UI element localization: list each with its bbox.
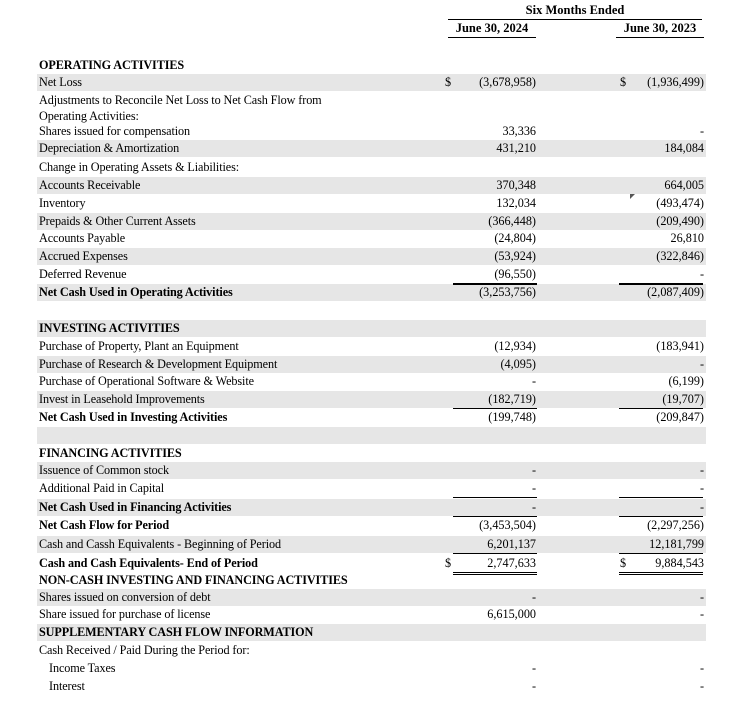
period-header: Six Months Ended [525, 3, 625, 17]
value-2024: (182,719) [488, 392, 536, 406]
table-row [37, 499, 706, 516]
value-2024: (199,748) [488, 410, 536, 424]
value-2024: 33,336 [502, 124, 536, 138]
row-label: Net Cash Used in Operating Activities [39, 285, 233, 299]
table-row [37, 57, 706, 74]
row-label: Accounts Receivable [39, 178, 141, 192]
total-rule [619, 553, 703, 554]
row-label: Cash Received / Paid During the Period for: [39, 643, 250, 657]
row-label: Adjustments to Reconcile Net Loss to Net Cash Flow from [39, 93, 322, 107]
table-row [37, 74, 706, 91]
row-label: Net Cash Flow for Period [39, 518, 170, 532]
value-2023: (2,087,409) [647, 285, 704, 299]
value-2024: 431,210 [496, 141, 536, 155]
row-label: Interest [49, 679, 85, 693]
value-2023: - [699, 590, 704, 604]
table-row [37, 606, 706, 623]
row-label: Accrued Expenses [39, 249, 128, 263]
value-2024: (12,934) [494, 339, 536, 353]
table-row [37, 92, 706, 109]
value-2024: - [531, 590, 536, 604]
value-2023: (19,707) [662, 392, 704, 406]
table-row [37, 123, 706, 140]
table-row [37, 356, 706, 373]
row-label: Purchase of Operational Software & Website [39, 374, 254, 388]
table-row [37, 195, 706, 212]
total-rule [619, 574, 703, 575]
table-row [37, 284, 706, 301]
value-2024: (53,924) [494, 249, 536, 263]
value-2023: - [699, 267, 704, 281]
value-2024: 2,747,633 [487, 556, 536, 570]
table-row [37, 555, 706, 572]
value-2023: - [699, 679, 704, 693]
row-label: Additional Paid in Capital [39, 481, 165, 495]
row-label: NON-CASH INVESTING AND FINANCING ACTIVITIES [39, 573, 348, 587]
row-label: Accounts Payable [39, 231, 126, 245]
row-label: Shares issued for compensation [39, 124, 191, 138]
table-row [37, 427, 706, 444]
total-rule [453, 408, 537, 409]
total-rule [619, 497, 703, 498]
total-rule [453, 553, 537, 554]
row-label: Cash and Cash Equivalents- End of Period [39, 556, 258, 570]
value-2023: (209,847) [656, 410, 704, 424]
value-2023: - [699, 124, 704, 138]
row-label: Net Cash Used in Financing Activities [39, 500, 232, 514]
table-row [37, 517, 706, 534]
row-label: Operating Activities: [39, 109, 139, 123]
value-2023: (2,297,256) [647, 518, 704, 532]
value-2024: 6,615,000 [487, 607, 536, 621]
row-label: Inventory [39, 196, 86, 210]
currency-symbol: $ [620, 556, 627, 570]
value-2023: 664,005 [664, 178, 704, 192]
value-2024: - [531, 679, 536, 693]
total-rule [619, 408, 703, 409]
value-2024: (96,550) [494, 267, 536, 281]
row-label: FINANCING ACTIVITIES [39, 446, 182, 460]
total-rule [453, 497, 537, 498]
row-label: Prepaids & Other Current Assets [39, 214, 196, 228]
table-row [37, 391, 706, 408]
value-2023: - [699, 481, 704, 495]
value-2024: (3,253,756) [479, 285, 536, 299]
value-2024: (366,448) [488, 214, 536, 228]
value-2024: (24,804) [494, 231, 536, 245]
table-row [37, 373, 706, 390]
total-rule [453, 516, 537, 517]
row-label: Depreciation & Amortization [39, 141, 180, 155]
table-row [37, 338, 706, 355]
currency-symbol: $ [445, 556, 452, 570]
value-2024: (3,453,504) [479, 518, 536, 532]
table-row [37, 320, 706, 337]
column-header-2024: June 30, 2024 [455, 21, 529, 35]
value-2023: - [699, 357, 704, 371]
row-label: Income Taxes [49, 661, 116, 675]
value-2024: - [531, 500, 536, 514]
value-2023: 12,181,799 [649, 537, 704, 551]
row-label: OPERATING ACTIVITIES [39, 58, 185, 72]
value-2023: - [699, 661, 704, 675]
value-2023: (183,941) [656, 339, 704, 353]
table-row [37, 462, 706, 479]
row-label: Cash and Cassh Equivalents - Beginning of Period [39, 537, 281, 551]
row-label: SUPPLEMENTARY CASH FLOW INFORMATION [39, 625, 314, 639]
value-2024: 6,201,137 [487, 537, 536, 551]
total-rule [619, 516, 703, 517]
value-2024: - [531, 463, 536, 477]
value-2024: 132,034 [496, 196, 536, 210]
table-row [37, 572, 706, 589]
row-label: Change in Operating Assets & Liabilities: [39, 160, 240, 174]
table-row [37, 660, 706, 677]
row-label: Invest in Leasehold Improvements [39, 392, 205, 406]
value-2023: (493,474) [656, 196, 704, 210]
value-2024: (3,678,958) [479, 75, 536, 89]
value-2023: 9,884,543 [655, 556, 704, 570]
table-row [37, 213, 706, 230]
total-rule [453, 572, 537, 573]
table-row [37, 266, 706, 283]
table-row [37, 445, 706, 462]
value-2023: - [699, 500, 704, 514]
table-row [37, 159, 706, 176]
table-row [37, 230, 706, 247]
column-header-2023: June 30, 2023 [623, 21, 697, 35]
table-row [37, 589, 706, 606]
table-row [37, 624, 706, 641]
value-2023: (1,936,499) [647, 75, 704, 89]
table-row [37, 248, 706, 265]
value-2024: (4,095) [500, 357, 536, 371]
value-2023: 184,084 [664, 141, 704, 155]
row-label: Net Cash Used in Investing Activities [39, 410, 228, 424]
value-2024: - [531, 481, 536, 495]
row-label: Purchase of Research & Development Equipment [39, 357, 278, 371]
table-row [37, 140, 706, 157]
row-label: Issuence of Common stock [39, 463, 169, 477]
value-2024: 370,348 [496, 178, 536, 192]
table-row [37, 678, 706, 695]
total-rule [619, 284, 703, 285]
table-row [37, 536, 706, 553]
row-label: Deferred Revenue [39, 267, 127, 281]
row-label: Net Loss [39, 75, 82, 89]
total-rule [453, 574, 537, 575]
value-2024: - [531, 374, 536, 388]
row-label: Purchase of Property, Plant an Equipment [39, 339, 239, 353]
row-label: Share issued for purchase of license [39, 607, 211, 621]
table-row [37, 177, 706, 194]
value-2023: (322,846) [656, 249, 704, 263]
row-label: INVESTING ACTIVITIES [39, 321, 180, 335]
row-label: Shares issued on conversion of debt [39, 590, 211, 604]
currency-symbol: $ [445, 75, 452, 89]
cell-comment-marker-icon [630, 194, 635, 199]
value-2023: 26,810 [670, 231, 704, 245]
total-rule [453, 284, 537, 285]
table-row [37, 409, 706, 426]
value-2024: - [531, 661, 536, 675]
table-row [37, 302, 706, 319]
table-row [37, 642, 706, 659]
value-2023: - [699, 463, 704, 477]
total-rule [619, 572, 703, 573]
value-2023: - [699, 607, 704, 621]
table-row [37, 480, 706, 497]
value-2023: (209,490) [656, 214, 704, 228]
value-2023: (6,199) [668, 374, 704, 388]
currency-symbol: $ [620, 75, 627, 89]
